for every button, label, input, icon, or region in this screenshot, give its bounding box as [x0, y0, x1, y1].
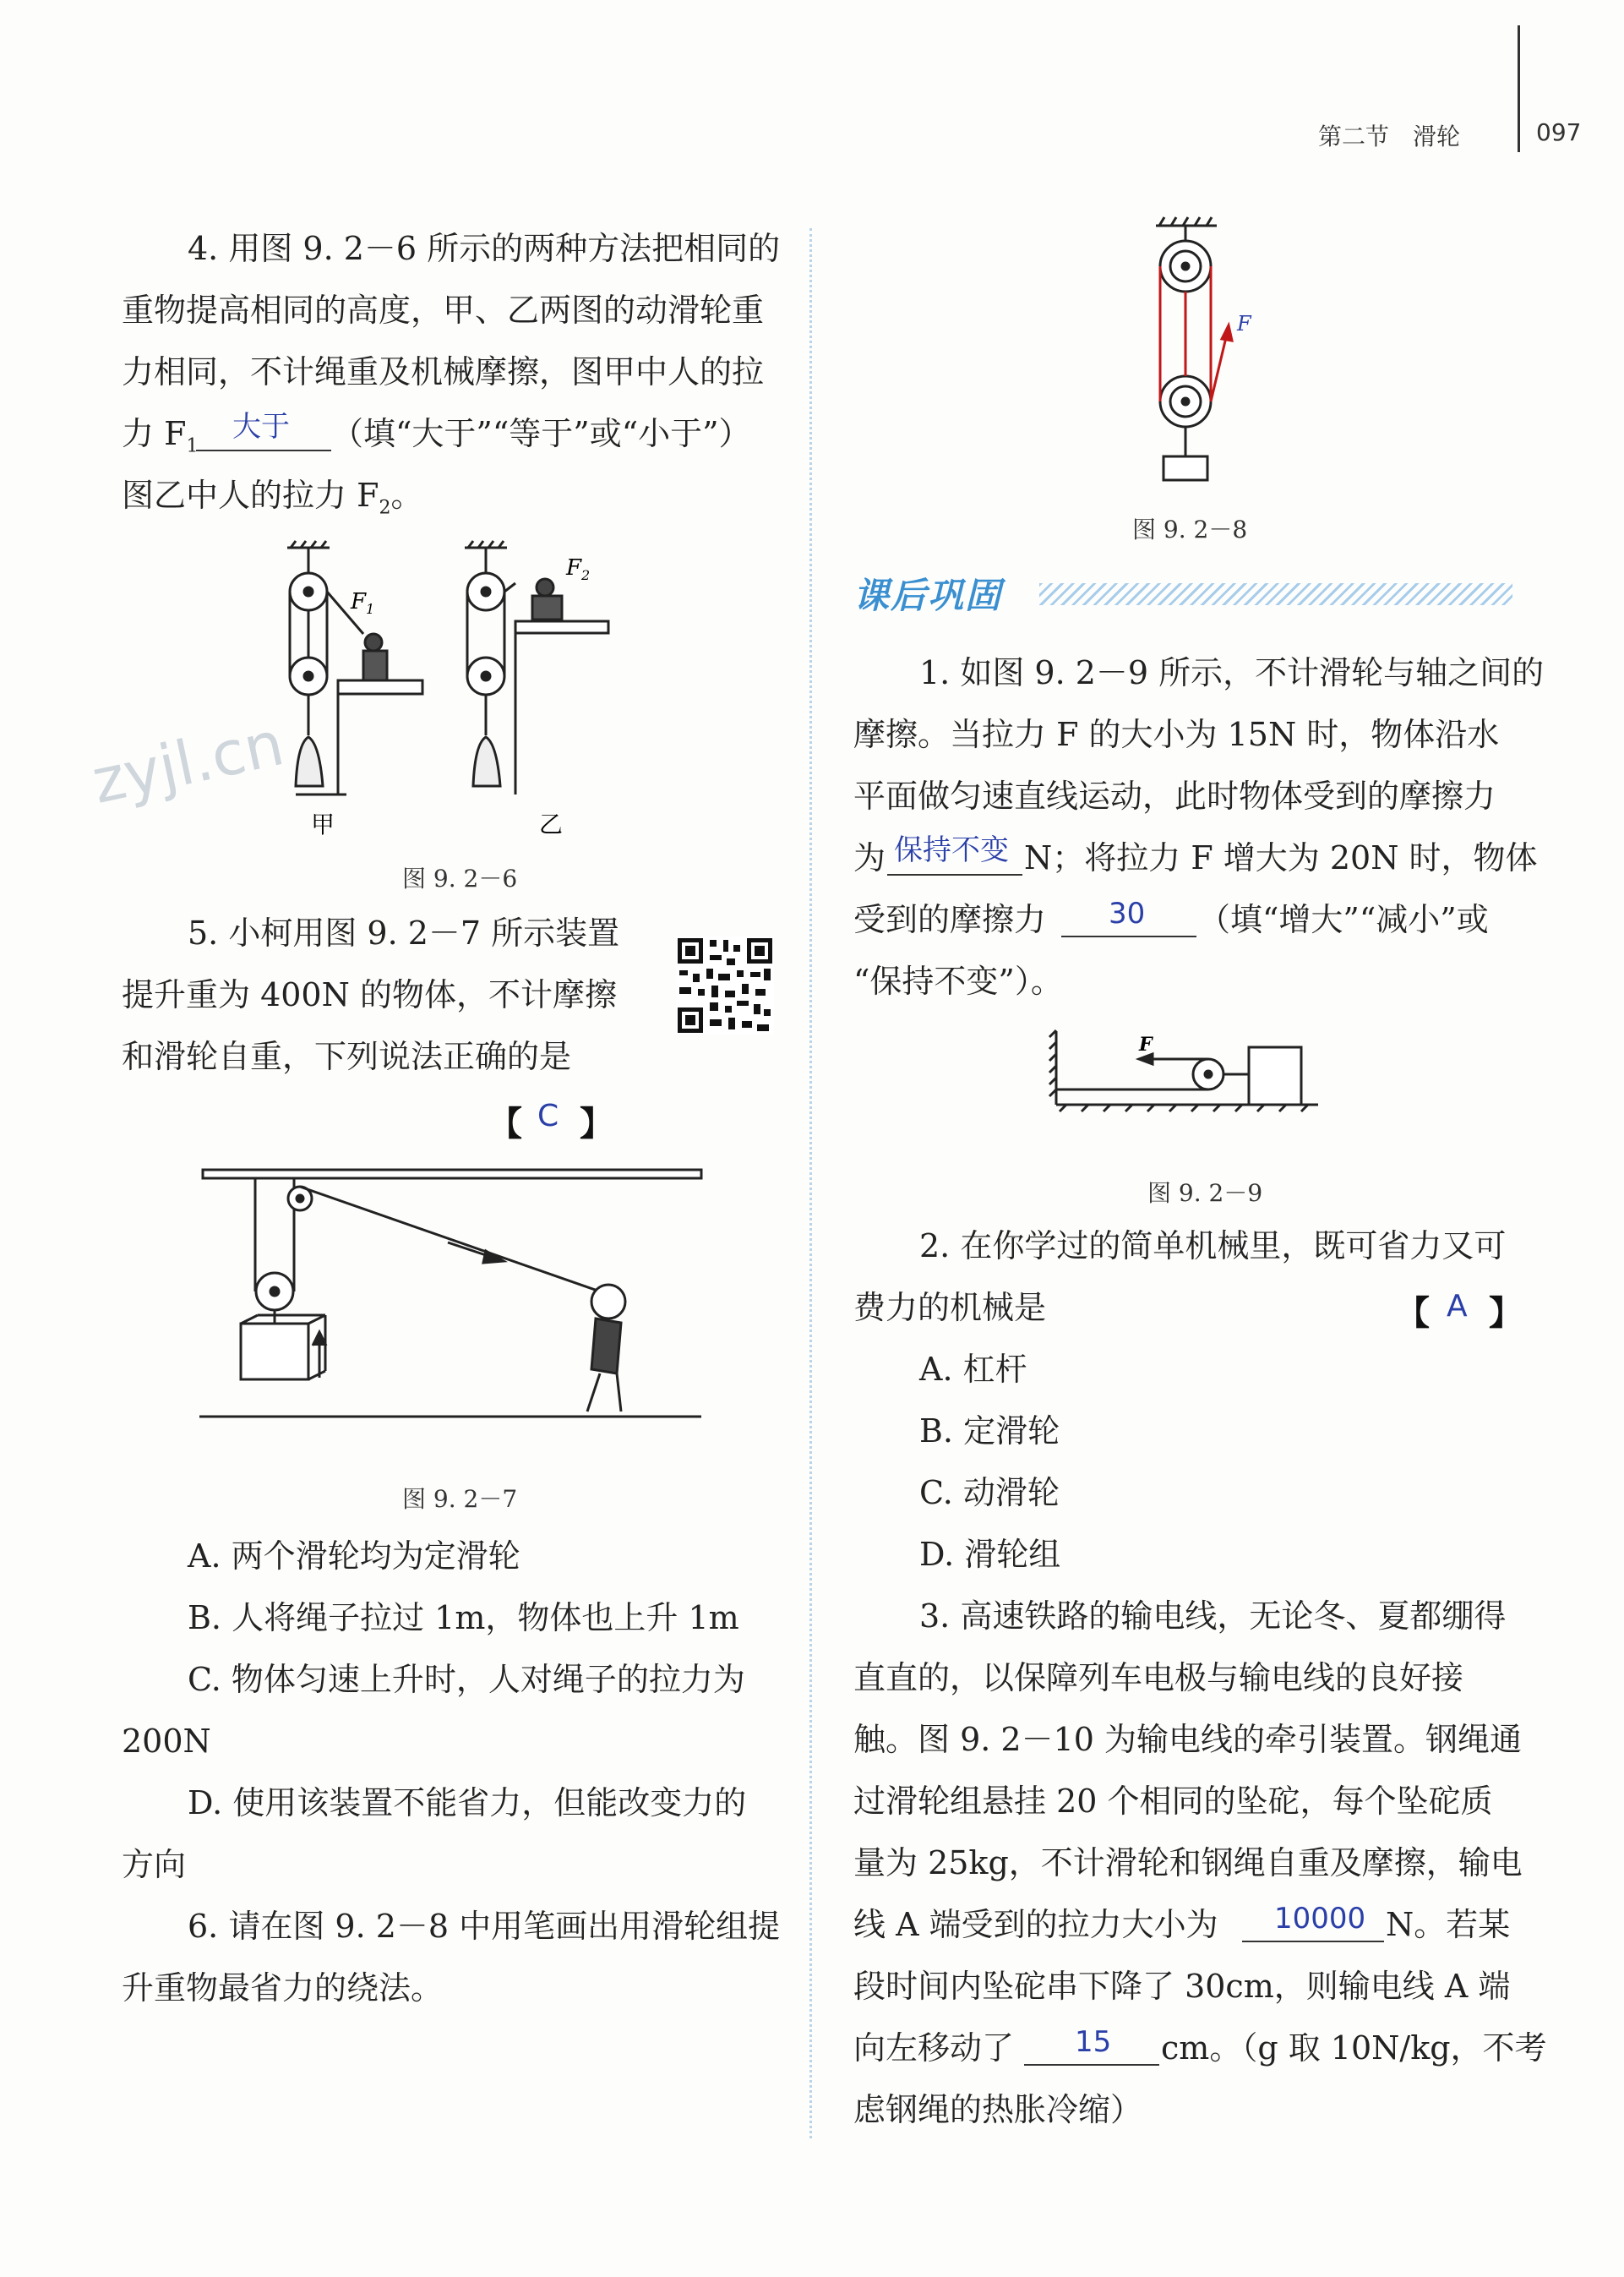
r-q3-answer-1: 10000 [1274, 1902, 1366, 1936]
q4-line-2: 重物提高相同的高度，甲、乙两图的动滑轮重 [122, 292, 765, 329]
r-q1-answer-1: 保持不变 [894, 833, 1009, 867]
q4-line-1: 4. 用图 9. 2－6 所示的两种方法把相同的 [188, 230, 781, 267]
q5-option-a: A. 两个滑轮均为定滑轮 [188, 1537, 520, 1575]
r-q3-line-1: 3. 高速铁路的输电线，无论冬、夏都绷得 [919, 1597, 1507, 1635]
q4-line-4a: 力 $F_1$ [122, 415, 199, 457]
r-q1-line-3: 平面做匀速直线运动，此时物体受到的摩擦力 [853, 778, 1496, 815]
r-q1-blank-1 [887, 874, 1022, 876]
r-q3-line-7: 段时间内坠砣串下降了 30cm，则输电线 A 端 [853, 1968, 1511, 2005]
r-q3-answer-2: 15 [1075, 2025, 1112, 2059]
q5-option-b: B. 人将绳子拉过 1m，物体也上升 1m [188, 1599, 739, 1636]
q5-option-c-cont: 200N [122, 1723, 211, 1760]
r-q3-line-2: 直直的，以保障列车电极与输电线的良好接 [853, 1659, 1464, 1696]
r-q3-line-8a: 向左移动了 [853, 2029, 1015, 2067]
figure-9-2-7-caption: 图 9. 2－7 [402, 1485, 518, 1513]
fig9-force-label: F [1139, 1034, 1153, 1056]
r-q3-line-4: 过滑轮组悬挂 20 个相同的坠砣，每个坠砣质 [853, 1783, 1493, 1820]
r-q1-blank-2 [1061, 936, 1196, 937]
q5-line-1: 5. 小柯用图 9. 2－7 所示装置 [188, 915, 620, 952]
q5-option-d: D. 使用该装置不能省力，但能改变力的 [188, 1784, 747, 1821]
fig6-label-yi: 乙 [539, 811, 564, 838]
r-q3-line-6a: 线 A 端受到的拉力大小为 [853, 1906, 1218, 1943]
r-q1-line-2: 摩擦。当拉力 F 的大小为 15N 时，物体沿水 [853, 716, 1500, 753]
r-q2-line-2: 费力的机械是 [853, 1289, 1047, 1326]
r-q2-option-a: A. 杠杆 [919, 1351, 1027, 1388]
q5-answer: C [537, 1099, 559, 1133]
r-q2-option-d: D. 滑轮组 [919, 1536, 1061, 1573]
q6-line-1: 6. 请在图 9. 2－8 中用笔画出用滑轮组提 [188, 1908, 781, 1945]
fig6-label-jia: 甲 [311, 811, 335, 838]
r-q2-option-b: B. 定滑轮 [919, 1412, 1060, 1450]
r-q1-line-5b: （填“增大”“减小”或 [1198, 901, 1489, 938]
r-q3-line-3: 触。图 9. 2－10 为输电线的牵引装置。钢绳通 [853, 1721, 1523, 1758]
q5-option-c: C. 物体匀速上升时，人对绳子的拉力为 [188, 1661, 745, 1698]
qr-code[interactable] [676, 936, 774, 1035]
watermark: zyjl.cn [85, 707, 290, 817]
figure-9-2-8 [1149, 216, 1259, 486]
q4-answer-blank [196, 450, 331, 451]
q4-line-5: 图乙中人的拉力 $F_2$。 [122, 477, 423, 519]
figure-9-2-7 [194, 1166, 710, 1445]
r-q2-answer: A [1447, 1289, 1468, 1324]
q4-answer: 大于 [232, 410, 290, 444]
figure-9-2-8-caption: 图 9. 2－8 [1132, 516, 1248, 543]
figure-9-2-6-caption: 图 9. 2－6 [402, 865, 518, 893]
q6-line-2: 升重物最省力的绕法。 [122, 1969, 444, 2007]
q5-bracket-left: 【 [488, 1104, 522, 1144]
r-q3-line-8b: cm。（g 取 10N/kg，不考 [1161, 2029, 1547, 2067]
fig6-force-f2: $F_2$ [566, 555, 591, 583]
r-q1-line-5a: 受到的摩擦力 [853, 901, 1047, 938]
q5-bracket-right: 】 [580, 1104, 613, 1144]
r-q1-line-6: “保持不变”）。 [853, 963, 1063, 1000]
r-q2-bracket-right: 】 [1489, 1293, 1523, 1333]
q5-line-2: 提升重为 400N 的物体，不计摩擦 [122, 976, 617, 1013]
r-q2-line-1: 2. 在你学过的简单机械里，既可省力又可 [919, 1227, 1507, 1264]
r-q3-blank-2 [1024, 2064, 1159, 2066]
header-divider [1518, 25, 1520, 152]
r-q3-line-5: 量为 25kg，不计滑轮和钢绳自重及摩擦，输电 [853, 1844, 1523, 1881]
q5-line-3: 和滑轮自重，下列说法正确的是 [122, 1038, 572, 1075]
r-q3-blank-1 [1242, 1941, 1384, 1942]
figure-9-2-9 [1048, 1027, 1327, 1120]
r-q1-answer-2: 30 [1109, 897, 1146, 931]
r-q1-line-4b: N；将拉力 F 增大为 20N 时，物体 [1024, 839, 1538, 876]
figure-9-2-6 [279, 541, 634, 845]
page-number: 097 [1536, 118, 1582, 146]
column-divider [809, 228, 812, 2138]
section-title-bar [1039, 583, 1512, 605]
fig8-force-label: F [1237, 312, 1251, 336]
r-q2-bracket-left: 【 [1396, 1293, 1430, 1333]
section-header: 第二节 滑轮 [1318, 123, 1461, 150]
q4-line-4b: （填“大于”“等于”或“小于”） [331, 415, 751, 452]
section-title: 课后巩固 [853, 575, 1003, 616]
q5-option-d-cont: 方向 [122, 1846, 187, 1883]
r-q1-line-1: 1. 如图 9. 2－9 所示，不计滑轮与轴之间的 [919, 654, 1545, 691]
r-q2-option-c: C. 动滑轮 [919, 1474, 1060, 1511]
fig6-force-f1: $F_1$ [351, 589, 375, 617]
r-q3-line-9: 虑钢绳的热胀冷缩） [853, 2091, 1143, 2128]
r-q1-line-4a: 为 [853, 839, 886, 876]
q4-line-3: 力相同，不计绳重及机械摩擦，图甲中人的拉 [122, 353, 765, 390]
r-q3-line-6b: N。若某 [1386, 1906, 1511, 1943]
figure-9-2-9-caption: 图 9. 2－9 [1147, 1179, 1263, 1207]
